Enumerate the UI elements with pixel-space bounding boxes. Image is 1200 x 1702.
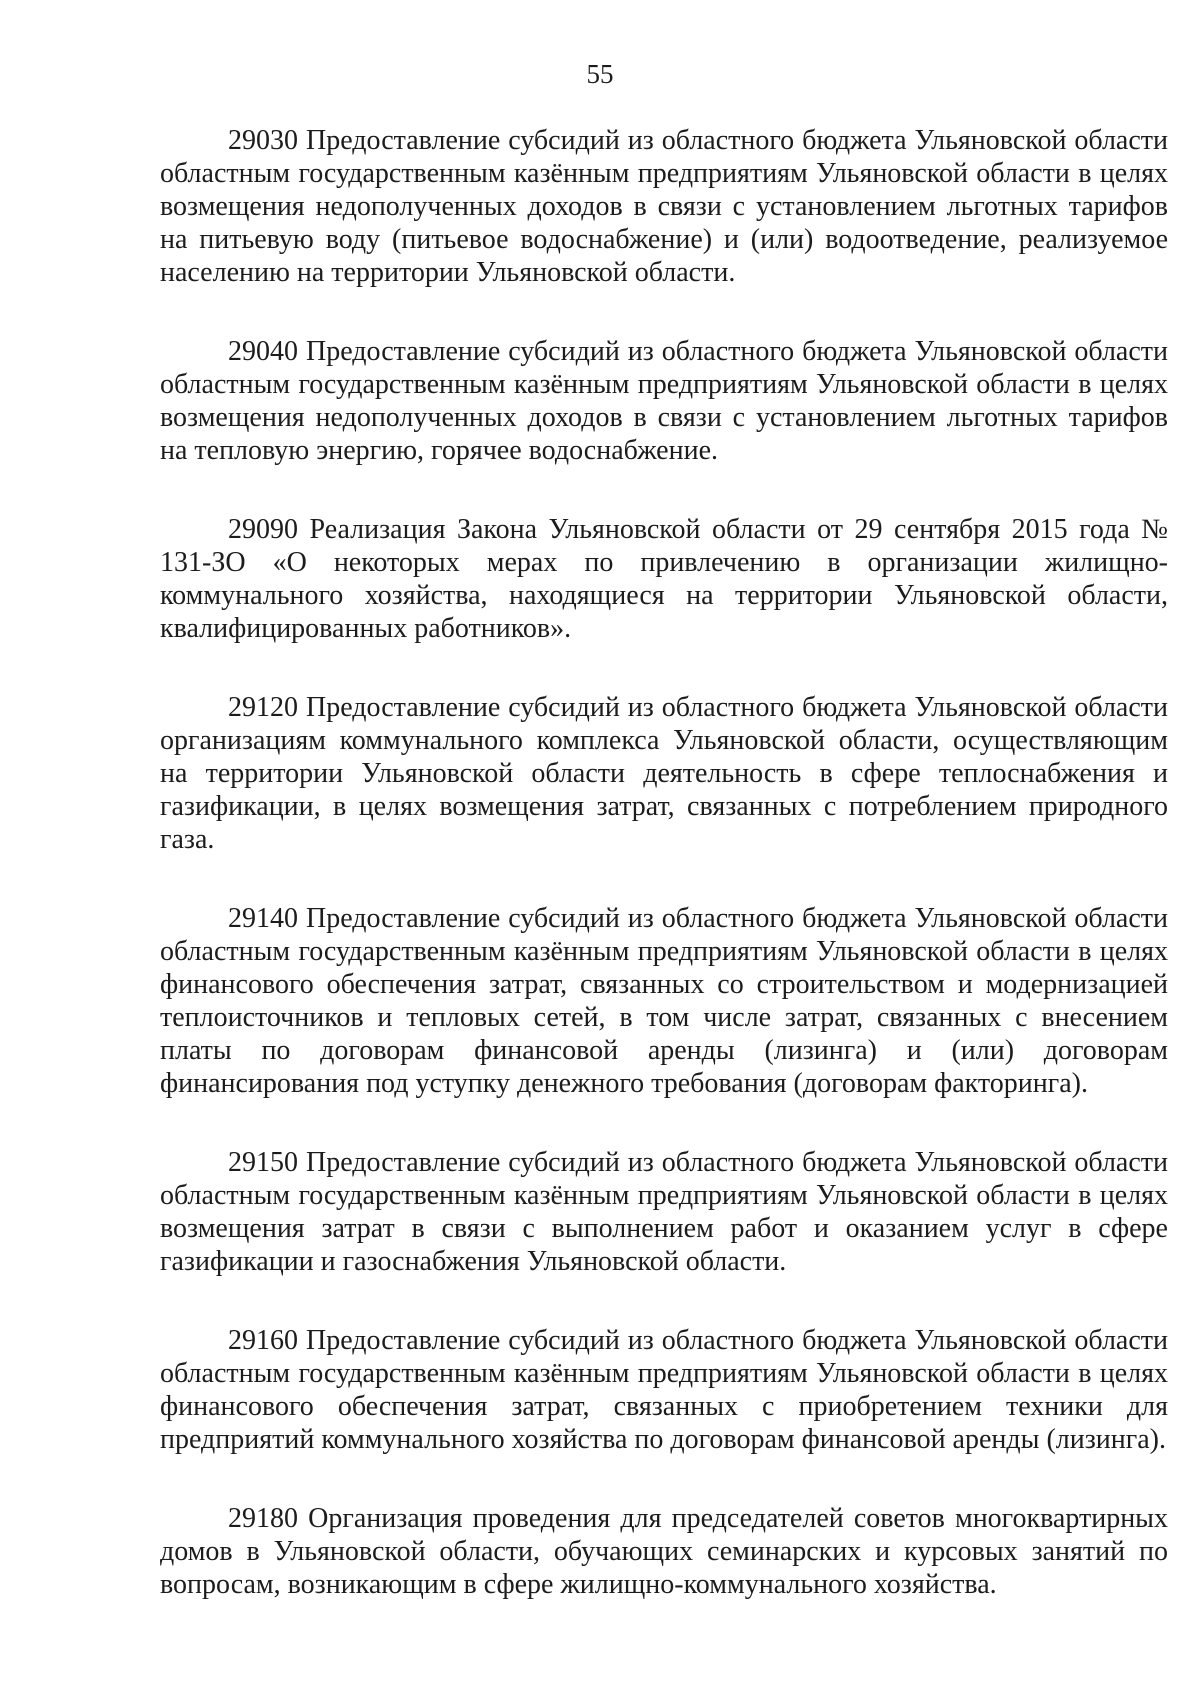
paragraph-29150: 29150 Предоставление субсидий из областного бюджета Ульяновской области областным государственным казённым предприятиям Ульяновской области в целях возмещения затрат в связи с выполнением работ и оказанием услуг в сфере газификации и газоснабжения Ульяновской области.: [160, 1147, 1168, 1277]
paragraph-29120: 29120 Предоставление субсидий из областного бюджета Ульяновской области организациям коммунального комплекса Ульяновской области, осуществляющим на территории Ульяновской области деятельность в сфере теплоснабжения и газификации, в целях возмещения затрат, связанных с потреблением природного газа.: [160, 692, 1168, 855]
paragraph-29160: 29160 Предоставление субсидий из областного бюджета Ульяновской области областным государственным казённым предприятиям Ульяновской области в целях финансового обеспечения затрат, связанных с приобретением техники для предприятий коммунального хозяйства по договорам финансовой аренды (лизинга).: [160, 1325, 1168, 1455]
paragraph-29180: 29180 Организация проведения для председателей советов многоквартирных домов в Ульяновской области, обучающих семинарских и курсовых занятий по вопросам, возникающим в сфере жилищно-коммунального хозяйства.: [160, 1503, 1168, 1600]
page-number: 55: [586, 59, 614, 89]
paragraph-29090: 29090 Реализация Закона Ульяновской области от 29 сентября 2015 года № 131-ЗО «О некоторых мерах по привлечению в организации жилищно-коммунального хозяйства, находящиеся на территории Ульяновской области, квалифицированных работников».: [160, 514, 1168, 644]
paragraph-29030: 29030 Предоставление субсидий из областного бюджета Ульяновской области областным государственным казённым предприятиям Ульяновской области в целях возмещения недополученных доходов в связи с установлением льготных тарифов на питьевую воду (питьевое водоснабжение) и (или) водоотведение, реализуемое населению на территории Ульяновской области.: [160, 125, 1168, 288]
paragraph-29040: 29040 Предоставление субсидий из областного бюджета Ульяновской области областным государственным казённым предприятиям Ульяновской области в целях возмещения недополученных доходов в связи с установлением льготных тарифов на тепловую энергию, горячее водоснабжение.: [160, 336, 1168, 466]
paragraph-29140: 29140 Предоставление субсидий из областного бюджета Ульяновской области областным государственным казённым предприятиям Ульяновской области в целях финансового обеспечения затрат, связанных со строительством и модернизацией теплоисточников и тепловых сетей, в том числе затрат, связанных с внесением платы по договорам финансовой аренды (лизинга) и (или) договорам финансирования под уступку денежного требования (договорам факторинга).: [160, 903, 1168, 1099]
document-body: [160, 124, 1168, 1601]
